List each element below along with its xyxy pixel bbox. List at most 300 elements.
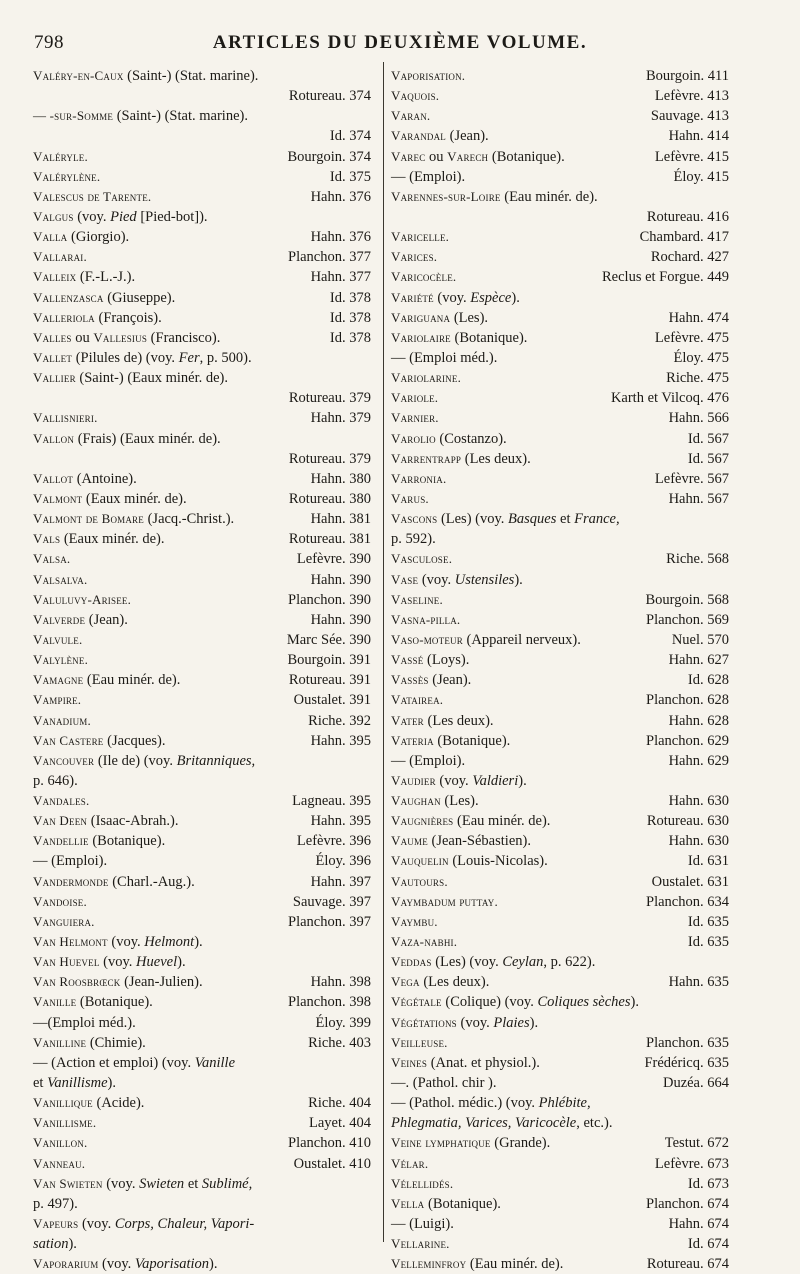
entry-author-page: Hahn. 376 [310,188,371,205]
entry-author-page: Rotureau. 374 [288,88,371,105]
entry-author-page: Hahn. 674 [668,1216,729,1233]
index-entry [33,147,371,167]
entry-author-page: Sauvage. 413 [650,108,729,125]
index-entry [33,952,371,972]
entry-keyword: Van Swieten [33,1175,103,1191]
entry-keyword: Vega [391,974,420,990]
index-entry [391,549,729,569]
entry-reference: Huevel [136,954,178,971]
entry-keyword: Veddas [391,954,432,970]
index-entry [391,771,729,791]
entry-keyword: Vaza-nabhi. [391,934,458,950]
index-entry [33,247,371,267]
entry-author-page: Hahn. 395 [310,813,371,830]
entry-reference: Espèce [470,289,512,306]
entry-text: (Francisco). [147,329,221,346]
entry-keyword: Vallier [33,370,76,386]
entry-author-page: Éloy. 415 [673,168,729,185]
index-entry [33,1013,371,1033]
entry-keyword: Vandales. [33,793,90,809]
entry-keyword: Valéryle. [33,148,88,164]
entry-keyword: Vandoise. [33,893,87,909]
entry-author-page: Oustalet. 631 [651,873,729,890]
index-entry [391,147,729,167]
entry-author-page: Bourgoin. 411 [646,68,729,84]
entry-reference: Sublimé, [201,1175,253,1192]
index-entry [391,288,729,308]
entry-text: p. 646). [33,772,78,789]
entry-keyword: Varan. [391,108,431,124]
entry-keyword: Vaso-moteur [391,631,463,647]
entry-author-page: Éloy. 399 [315,1014,371,1031]
entry-text: (Costanzo). [435,430,507,447]
entry-author-page: Planchon. 634 [646,893,729,910]
index-entry [33,167,371,187]
entry-text: , p. 500). [199,349,252,366]
entry-keyword: Vascons [391,511,438,527]
entry-author-page: Lefèvre. 475 [654,329,729,346]
entry-keyword: Vase [391,571,419,587]
entry-keyword: Vallot [33,470,74,486]
index-entry [33,1133,371,1153]
entry-text: ). [177,954,186,971]
index-entry [391,126,729,146]
entry-author-page: Planchon. 629 [646,732,729,749]
entry-reference: Corps, Chaleur, Vapori- [114,1216,255,1233]
entry-text: (Eau minér. de). [466,1256,564,1273]
entry-text: (Frais) (Eaux minér. de). [74,430,221,447]
index-entry [33,207,371,227]
entry-text: (Appareil nerveux). [462,631,581,648]
index-entry [391,1073,729,1093]
entry-keyword: Valvule. [33,631,83,647]
entry-text: (Jean-Julien). [120,974,203,991]
index-entry [391,267,729,287]
entry-author-page: Testut. 672 [664,1135,729,1152]
entry-text: (Ile de) (voy. [94,752,177,769]
entry-keyword: Vélellidés. [391,1175,454,1191]
index-entry [33,408,371,428]
index-entry [33,66,371,86]
entry-text: (Botanique). [88,833,166,850]
index-entry [391,1254,729,1274]
index-entry [33,187,371,207]
entry-author-page: Rotureau. 674 [646,1256,729,1273]
entry-text: (Botanique). [424,1195,501,1212]
entry-keyword: Vallisnieri. [33,410,98,426]
entry-reference: Vanille [194,1054,236,1071]
entry-text: (Giuseppe). [103,289,176,306]
entry-author-page: Lefèvre. 413 [654,88,729,105]
entry-keyword: Velleminfroy [391,1256,467,1272]
entry-text: , etc.). [576,1115,613,1132]
index-entry [33,288,371,308]
entry-keyword: Varicocèle. [391,269,457,285]
page-header [30,32,770,58]
index-entry [391,912,729,932]
index-entry [33,308,371,328]
entry-text: , p. 622). [543,954,596,971]
entry-reference: Coliques sèches [537,994,631,1011]
entry-text: (Les deux). [419,974,490,991]
entry-text: (Eau minér. de). [500,188,598,205]
entry-text: (François). [94,309,162,326]
entry-author-page: Bourgoin. 391 [287,652,371,669]
entry-text: (Jean-Sébastien). [427,833,531,850]
entry-author-page: Id. 378 [329,289,371,306]
entry-keyword: Valylène. [33,652,89,668]
entry-author-page: Hahn. 380 [310,470,371,487]
entry-keyword: Varrentrapp [391,450,462,466]
entry-author-page: Planchon. 377 [288,249,371,266]
entry-reference: Phlébite, [538,1095,591,1112]
index-entry [391,791,729,811]
entry-keyword: Vauquelin [391,853,449,869]
entry-author-page: Rotureau. 380 [288,490,371,507]
entry-text: (Botanique). [450,329,528,346]
entry-keyword: Veines [391,1054,428,1070]
entry-text: (voy. [433,289,471,306]
entry-keyword: Valverde [33,611,86,627]
entry-text: (voy. [98,1256,135,1273]
index-entry [391,348,729,368]
entry-text: — (Luigi). [391,1216,454,1233]
index-entry [33,1214,371,1234]
entry-text: — (Emploi méd.). [391,349,498,366]
entry-text: (voy. [78,1216,115,1233]
entry-keyword: Valsa. [33,551,71,567]
entry-keyword: Vellarine. [391,1236,450,1252]
index-entry [33,690,371,710]
entry-author-page: Hahn. 390 [310,611,371,628]
entry-text: (Jacq.-Christ.). [143,511,235,528]
entry-author-page: Rotureau. 379 [288,450,371,467]
entry-text: p. 497). [33,1195,78,1212]
entry-keyword: Vallon [33,430,75,446]
entry-author-page: Éloy. 396 [315,853,371,870]
index-entry [33,106,371,126]
index-entry [391,429,729,449]
entry-keyword: Valérylène. [33,168,101,184]
index-entry [391,731,729,751]
entry-keyword: Valgus [33,208,74,224]
index-entry [391,106,729,126]
index-entry [33,1154,371,1174]
entry-text: (Les deux). [461,450,531,467]
entry-keyword: Variguana [391,309,451,325]
entry-keyword: Variolarine. [391,370,462,386]
index-entry [33,549,371,569]
entry-text: (Jean). [85,611,128,628]
entry-keyword: Vélar. [391,1155,429,1171]
entry-author-page: Rotureau. 381 [288,531,371,548]
entry-text: (Les). [450,309,489,326]
index-entry [33,1113,371,1133]
entry-text: (voy. [456,1014,494,1031]
entry-text: (Les) (voy. [431,954,503,971]
entry-author-page: Rotureau. 379 [288,390,371,407]
entry-keyword: Vella [391,1195,425,1211]
entry-author-page: Hahn. 630 [668,793,729,810]
entry-keyword: Valmont [33,490,83,506]
page-title: ARTICLES DU DEUXIÈME VOLUME. [212,32,588,53]
index-entry [33,126,371,146]
index-entry [33,992,371,1012]
entry-text: (Anat. et physiol.). [427,1054,540,1071]
entry-author-page: Planchon. 635 [646,1034,729,1051]
entry-author-page: Hahn. 630 [668,833,729,850]
index-entry [33,892,371,912]
entry-keyword: Variole. [391,390,439,406]
entry-keyword: Valsalva. [33,571,88,587]
entry-text: (Les deux). [423,712,494,729]
entry-author-page: Hahn. 474 [668,309,729,326]
entry-author-page: Planchon. 397 [288,913,371,930]
entry-text: (Saint-) (Eaux minér. de). [75,370,228,387]
index-entry [391,388,729,408]
index-entry [33,489,371,509]
entry-author-page: Planchon. 674 [646,1195,729,1212]
entry-author-page: Hahn. 397 [310,873,371,890]
index-entry [33,227,371,247]
index-entry [391,590,729,610]
entry-reference: Ustensiles [454,571,515,588]
entry-keyword: Vaporarium [33,1256,99,1272]
index-entry [33,469,371,489]
entry-keyword: Vautours. [391,873,448,889]
index-entry [391,529,729,549]
entry-reference: Swieten [139,1175,185,1192]
entry-text: — (Pathol. médic.) (voy. [391,1095,539,1112]
entry-keyword: Vasculose. [391,551,453,567]
index-entry [391,952,729,972]
entry-author-page: Lagneau. 395 [292,793,371,810]
entry-keyword: Varech [447,148,489,164]
entry-author-page: Bourgoin. 568 [645,591,729,608]
entry-keyword: Varandal [391,128,446,144]
index-entry [33,348,371,368]
index-entry [391,247,729,267]
index-entry [391,308,729,328]
entry-keyword: Vallenzasca [33,289,104,305]
index-entry [33,1234,371,1254]
index-entry [391,1013,729,1033]
entry-keyword: Variolaire [391,329,451,345]
entry-author-page: Id. 374 [329,128,371,145]
entry-keyword: Vanilline [33,1034,87,1050]
index-entry [33,972,371,992]
index-entry [33,1194,371,1214]
entry-keyword: Varec [391,148,426,164]
entry-author-page: Id. 567 [687,430,729,447]
entry-text: (Louis-Nicolas). [448,853,548,870]
index-entry [391,892,729,912]
entry-keyword: Vallet [33,349,73,365]
entry-keyword: Van Roosbrœck [33,974,121,990]
entry-text: (Isaac-Abrah.). [87,813,179,830]
entry-text: (voy. [418,571,455,588]
entry-keyword: Varennes-sur-Loire [391,188,501,204]
entry-keyword: Van Deen [33,813,88,829]
entry-author-page: Éloy. 475 [673,349,729,366]
entry-author-page: Id. 628 [687,672,729,689]
index-entry [33,267,371,287]
entry-text: — (Emploi). [33,853,108,870]
entry-keyword: Valéry-en-Caux [33,68,124,83]
index-entry [33,851,371,871]
entry-author-page: Lefèvre. 673 [654,1155,729,1172]
entry-keyword: Vandellie [33,833,89,849]
index-entry [391,690,729,710]
entry-author-page: Riche. 403 [308,1034,371,1051]
index-entry [391,86,729,106]
index-entry [33,1073,371,1093]
entry-author-page: Duzéa. 664 [662,1075,729,1092]
entry-keyword: Vassé [391,652,424,668]
entry-reference: Helmont [144,934,195,951]
index-entry [391,751,729,771]
index-entry [33,1174,371,1194]
entry-text: (Eaux minér. de). [82,490,187,507]
entry-keyword: Vanadium. [33,712,91,728]
entry-text: (Botanique). [488,148,565,165]
index-entry [391,1154,729,1174]
index-entry [391,489,729,509]
entry-text: ). [68,1236,77,1253]
entry-text: ). [518,772,527,789]
entry-keyword: Vandermonde [33,873,109,889]
entry-text: (Jacques). [103,732,166,749]
index-entry [391,932,729,952]
entry-author-page: Karth et Vilcoq. 476 [610,390,729,407]
entry-author-page: Hahn. 390 [310,571,371,588]
entry-author-page: Hahn. 629 [668,752,729,769]
entry-text: (Acide). [92,1095,145,1112]
entry-text: (Jean). [428,672,472,689]
entry-text: (voy. [107,934,145,951]
index-entry [391,227,729,247]
index-entry [391,851,729,871]
entry-author-page: Hahn. 376 [310,229,371,246]
entry-keyword: Varus. [391,490,429,506]
index-entry [391,1053,729,1073]
entry-text: (voy. [435,772,473,789]
index-entry [391,1234,729,1254]
entry-keyword: Vanillique [33,1095,93,1111]
index-entry [391,1133,729,1153]
entry-text: (Chimie). [86,1034,146,1051]
entry-text: ). [194,934,203,951]
entry-text: (voy. [99,954,137,971]
entry-text: ). [529,1014,539,1031]
index-entry [33,650,371,670]
entry-text: (Les). [440,793,479,810]
entry-reference: sation [33,1236,69,1253]
entry-reference: Vanillisme [47,1075,108,1092]
index-entry [391,1214,729,1234]
index-entry [391,872,729,892]
entry-text: (Charl.-Aug.). [108,873,195,890]
entry-text: et [33,1075,48,1092]
entry-author-page: Id. 567 [687,450,729,467]
entry-keyword: Vater [391,712,424,728]
entry-keyword: Vallesius [93,329,148,345]
index-entry [33,449,371,469]
index-entry [33,509,371,529]
entry-keyword: Vanneau. [33,1155,86,1171]
index-entry [391,610,729,630]
entry-keyword: Valles [33,329,72,345]
entry-text: (Botanique). [76,994,153,1011]
entry-author-page: Hahn. 379 [310,410,371,427]
entry-keyword: Vanillon. [33,1135,88,1151]
entry-author-page: Sauvage. 397 [292,893,371,910]
entry-keyword: Vamagne [33,672,84,688]
index-entry [33,811,371,831]
entry-reference: Fer [178,349,200,366]
entry-author-page: Layet. 404 [308,1115,371,1132]
entry-keyword: Veilleuse. [391,1034,448,1050]
entry-author-page: Id. 673 [687,1175,729,1192]
entry-author-page: Riche. 568 [666,551,729,568]
index-entry [33,711,371,731]
entry-author-page: Rochard. 427 [650,249,729,266]
left-index-column [33,66,371,1274]
entry-text: ou [425,148,448,165]
entry-text: (F.-L.-J.). [76,269,136,286]
index-entry [33,1053,371,1073]
entry-author-page: Rotureau. 416 [646,208,729,225]
entry-text: ). [630,994,639,1011]
entry-keyword: Vaporisation. [391,68,466,83]
entry-keyword: Varolio [391,430,436,446]
entry-author-page: Lefèvre. 415 [654,148,729,165]
entry-text: —(Emploi méd.). [33,1014,136,1031]
index-entry [391,1174,729,1194]
index-entry [391,328,729,348]
entry-text: (Botanique). [433,732,511,749]
entry-author-page: Id. 635 [687,913,729,930]
page-number: 798 [34,32,64,53]
entry-author-page: Riche. 475 [666,370,729,387]
entry-author-page: Lefèvre. 396 [296,833,371,850]
index-entry [391,811,729,831]
entry-author-page: Id. 375 [329,168,371,185]
index-entry [391,670,729,690]
entry-keyword: Van Huevel [33,954,100,970]
index-entry [391,368,729,388]
index-entry [391,1093,729,1113]
entry-keyword: Vampire. [33,692,82,708]
entry-text: — (Emploi). [391,752,466,769]
entry-reference: Valdieri [472,772,519,789]
index-entry [33,610,371,630]
entry-text: (Saint-) (Stat. marine). [123,68,259,84]
entry-text: [Pied-bot]). [136,208,208,225]
entry-keyword: Vanille [33,994,77,1010]
entry-author-page: Lefèvre. 567 [654,470,729,487]
entry-keyword: Varnier. [391,410,439,426]
column-divider [383,62,384,1242]
entry-author-page: Hahn. 395 [310,732,371,749]
entry-author-page: Id. 674 [687,1236,729,1253]
index-entry [391,66,729,86]
index-entry [391,650,729,670]
entry-keyword: Vassès [391,672,429,688]
entry-author-page: Id. 378 [329,329,371,346]
entry-keyword: Varices. [391,249,438,265]
entry-author-page: Oustalet. 410 [293,1155,371,1172]
